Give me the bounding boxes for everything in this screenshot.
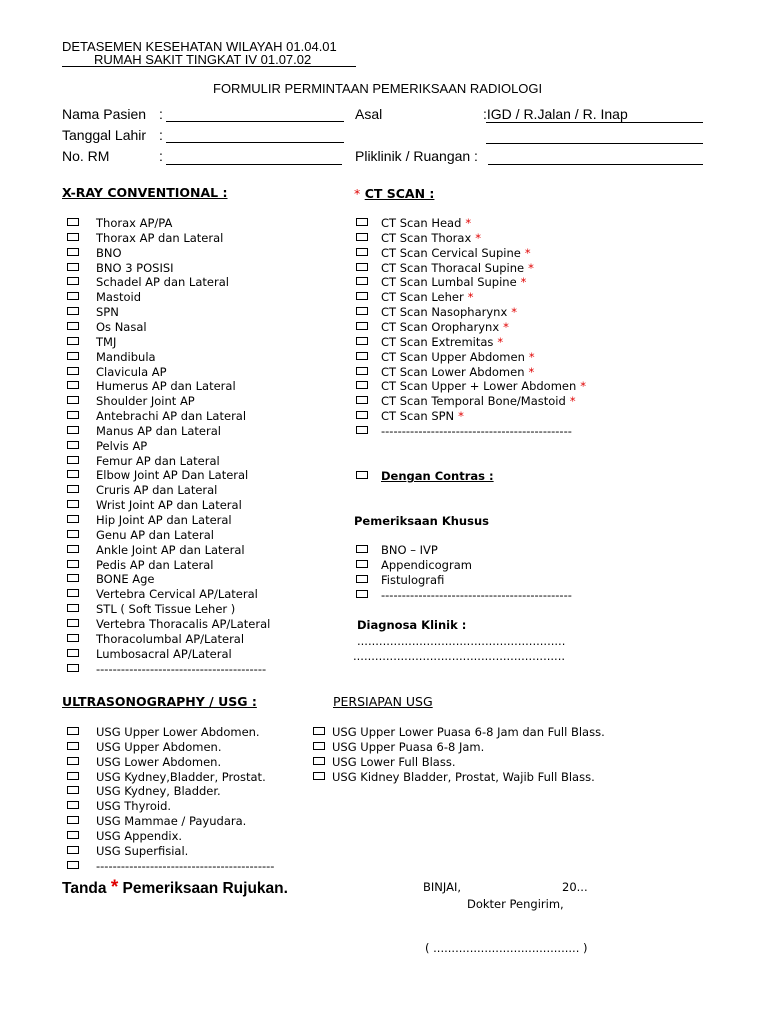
checkbox-icon[interactable] [67,727,79,735]
dokter-pengirim-label: Dokter Pengirim, [467,897,564,911]
checkbox-icon[interactable] [356,218,368,226]
ct-label: CT Scan SPN [381,409,455,424]
xray-label: Thorax AP/PA [96,216,173,230]
xray-label: Mandibula [96,349,156,364]
usg-label: USG Superfisial. [96,843,189,858]
ct-star: * [354,186,361,201]
checkbox-icon[interactable] [356,575,368,583]
xray-label: Lumbosacral AP/Lateral [96,646,232,661]
diagnosa-klinik-label: Diagnosa Klinik : [357,618,467,632]
required-star: * [569,394,576,409]
usg-label: ------------------------------------------- [96,858,275,873]
checkbox-icon[interactable] [67,485,79,493]
required-star: * [458,409,464,424]
checkbox-icon[interactable] [67,846,79,854]
xray-label: BONE Age [96,572,155,587]
checkbox-icon[interactable] [67,589,79,597]
ct-label-wrap [381,246,531,260]
checkbox-icon[interactable] [356,367,368,375]
checkbox-icon[interactable] [67,292,79,300]
checkbox-icon[interactable] [356,292,368,300]
checkbox-icon[interactable] [356,263,368,271]
checkbox-icon[interactable] [356,233,368,241]
xray-label: Humerus AP dan Lateral [96,379,236,394]
checkbox-icon[interactable] [67,500,79,508]
checkbox-icon[interactable] [67,277,79,285]
required-star: * [580,379,587,394]
usg-label: USG Lower Abdomen. [96,754,222,769]
tanggal-lahir-field[interactable] [166,142,344,143]
ct-label: CT Scan Extremitas [381,334,494,349]
checkbox-icon[interactable] [67,772,79,780]
checkbox-icon[interactable] [313,757,325,765]
xray-label: Thoracolumbal AP/Lateral [96,631,245,646]
checkbox-icon[interactable] [67,664,79,672]
ct-label: CT Scan Thoracal Supine [381,260,525,275]
checkbox-icon[interactable] [67,307,79,315]
checkbox-icon[interactable] [356,411,368,419]
ct-label-wrap [381,365,534,379]
ct-label-wrap [381,216,471,230]
xray-label: Mastoid [96,290,142,305]
xray-label: Clavicula AP [96,364,167,379]
checkbox-icon[interactable] [67,649,79,657]
xray-label: Cruris AP dan Lateral [96,483,218,498]
ct-label: CT Scan Oropharynx [381,319,500,334]
signature-line[interactable]: ( ........................................ ) [425,941,588,955]
form-title: FORMULIR PERMINTAAN PEMERIKSAAN RADIOLOGI [213,81,543,96]
persiapan-label: USG Kidney Bladder, Prostat, Wajib Full Blass. [332,769,595,784]
tanda-star: * [110,877,119,898]
xray-label: Pedis AP dan Lateral [96,557,214,572]
ct-label-wrap [381,320,509,334]
xray-label: BNO [96,245,122,260]
xray-label: Schadel AP dan Lateral [96,275,229,290]
required-star: * [520,275,527,290]
checkbox-icon[interactable] [67,861,79,869]
checkbox-icon[interactable] [356,396,368,404]
checkbox-icon[interactable] [67,381,79,389]
ct-label: CT Scan Lumbal Supine [381,275,517,290]
khusus-label: Fistulografi [381,573,445,587]
checkbox-icon[interactable] [67,560,79,568]
required-star: * [475,230,482,245]
asal-field[interactable] [486,122,703,123]
xray-label: ----------------------------------------- [96,661,267,676]
required-star: * [465,216,472,230]
xray-label: Manus AP dan Lateral [96,423,221,438]
checkbox-icon[interactable] [356,590,368,598]
xray-label: Pelvis AP [96,438,148,453]
usg-label: USG Thyroid. [96,799,172,814]
tanda-post: Pemeriksaan Rujukan. [122,880,288,897]
checkbox-icon[interactable] [67,786,79,794]
xray-label: Ankle Joint AP dan Lateral [96,542,245,557]
xray-label: Vertebra Thoracalis AP/Lateral [96,616,271,631]
checkbox-icon[interactable] [356,307,368,315]
checkbox-icon[interactable] [67,263,79,271]
khusus-label: ---------------------------------------------- [381,588,572,602]
tanggal-lahir-label: Tanggal Lahir [62,127,147,143]
checkbox-icon[interactable] [313,742,325,750]
ct-heading [354,185,434,203]
required-star: * [528,349,535,364]
xray-label: Vertebra Cervical AP/Lateral [96,587,258,602]
ct-label: CT Scan Upper + Lower Abdomen [381,379,577,394]
required-star: * [528,364,535,379]
ct-label: ---------------------------------------------- [381,423,572,438]
required-star: * [467,290,474,305]
xray-label: SPN [96,305,119,320]
usg-heading: ULTRASONOGRAPHY / USG : [62,694,257,709]
no-rm-colon: : [159,148,163,164]
ct-label-wrap [381,290,473,304]
pemeriksaan-khusus-heading: Pemeriksaan Khusus [354,514,489,528]
checkbox-icon[interactable] [67,470,79,478]
ct-label: CT Scan Upper Abdomen [381,349,525,364]
usg-label: USG Upper Abdomen. [96,739,222,754]
tanda-note [62,877,288,899]
xray-label: Femur AP dan Lateral [96,453,220,468]
no-rm-field[interactable] [166,164,342,165]
xray-label: Hip Joint AP dan Lateral [96,513,232,527]
checkbox-icon[interactable] [356,337,368,345]
asal-field-2[interactable] [486,143,703,144]
xray-label: TMJ [96,334,117,349]
usg-label: USG Appendix. [96,828,183,843]
checkbox-icon[interactable] [356,426,368,434]
ct-label-wrap [381,379,586,393]
asal-label: Asal [355,106,383,122]
checkbox-icon[interactable] [67,604,79,612]
diagnosa-line-1[interactable]: ......................................................... [357,634,566,648]
nama-pasien-field[interactable] [166,121,344,122]
checkbox-icon[interactable] [67,757,79,765]
usg-label: USG Kydney, Bladder. [96,784,221,799]
checkbox-icon[interactable] [67,248,79,256]
required-star: * [528,260,534,275]
ct-label-wrap [381,394,576,408]
ct-label: CT Scan Temporal Bone/Mastoid [381,394,566,409]
checkbox-icon[interactable] [356,381,368,389]
persiapan-usg-heading: PERSIAPAN USG [333,694,433,709]
ct-label: CT Scan Thorax [381,230,472,245]
ct-label: CT Scan Leher [381,290,464,305]
xray-label: Shoulder Joint AP [96,394,195,409]
checkbox-icon[interactable] [356,322,368,330]
ct-label-wrap [381,261,534,275]
xray-label: Antebrachi AP dan Lateral [96,409,247,424]
tanda-pre: Tanda [62,880,107,897]
dengan-contras-label: Dengan Contras : [381,469,494,483]
checkbox-icon[interactable] [67,367,79,375]
checkbox-icon[interactable] [67,337,79,345]
header-underline [62,66,356,67]
checkbox-icon[interactable] [356,545,368,553]
checkbox-icon[interactable] [356,248,368,256]
checkbox-icon[interactable] [356,277,368,285]
ct-label: CT Scan Lower Abdomen [381,364,525,379]
checkbox-icon[interactable] [67,545,79,553]
required-star: * [503,319,509,334]
xray-label: BNO 3 POSISI [96,260,174,275]
checkbox-icon[interactable] [356,560,368,568]
poliklinik-field[interactable] [488,164,703,165]
checkbox-icon[interactable] [67,426,79,434]
xray-label: Os Nasal [96,319,147,334]
tanggal-lahir-colon: : [159,127,163,143]
required-star: * [511,305,518,320]
checkbox-icon[interactable] [67,352,79,360]
required-star: * [497,334,504,349]
nama-pasien-label: Nama Pasien [62,106,147,122]
checkbox-icon[interactable] [67,634,79,642]
checkbox-icon[interactable] [67,515,79,523]
persiapan-label: USG Upper Puasa 6-8 Jam. [332,739,485,754]
usg-label: USG Mammae / Payudara. [96,814,247,829]
checkbox-icon[interactable] [67,441,79,449]
checkbox-icon[interactable] [67,530,79,538]
diagnosa-line-2[interactable]: .......................................................... [353,649,566,663]
checkbox-icon[interactable] [67,411,79,419]
ct-label: CT Scan Head [381,216,462,230]
required-star: * [524,245,531,260]
checkbox-icon[interactable] [67,801,79,809]
no-rm-label: No. RM [62,148,110,164]
checkbox-icon[interactable] [67,322,79,330]
xray-label: Thorax AP dan Lateral [96,230,224,245]
checkbox-icon[interactable] [67,396,79,404]
checkbox-icon[interactable] [67,233,79,241]
ct-label-wrap [381,231,481,245]
ct-label-wrap [381,335,503,349]
institution-line-1: DETASEMEN KESEHATAN WILAYAH 01.04.01 [62,39,337,54]
xray-heading: X-RAY CONVENTIONAL : [62,185,228,200]
ct-heading-text: CT SCAN : [364,186,435,201]
checkbox-icon[interactable] [356,471,368,479]
checkbox-icon[interactable] [313,772,325,780]
city-label: BINJAI, [423,880,461,894]
xray-label: Genu AP dan Lateral [96,527,214,542]
asal-value: :IGD / R.Jalan / R. Inap [483,106,628,122]
nama-pasien-colon: : [159,106,163,122]
xray-label: Elbow Joint AP Dan Lateral [96,468,249,483]
ct-label-wrap [381,275,526,289]
ct-label-wrap [381,305,517,319]
checkbox-icon[interactable] [67,831,79,839]
checkbox-icon[interactable] [67,816,79,824]
checkbox-icon[interactable] [313,727,325,735]
persiapan-label: USG Upper Lower Puasa 6-8 Jam dan Full Blass. [332,725,605,739]
institution-line-2: RUMAH SAKIT TINGKAT IV 01.07.02 [94,52,312,67]
ct-label-wrap [381,409,464,423]
usg-label: USG Upper Lower Abdomen. [96,725,260,739]
usg-label: USG Kydney,Bladder, Prostat. [96,769,266,784]
checkbox-icon[interactable] [67,619,79,627]
checkbox-icon[interactable] [67,456,79,464]
ct-label-wrap [381,350,535,364]
year-label: 20... [562,880,588,894]
xray-label: Wrist Joint AP dan Lateral [96,498,242,513]
checkbox-icon[interactable] [67,218,79,226]
khusus-label: Appendicogram [381,558,472,572]
xray-label: STL ( Soft Tissue Leher ) [96,602,236,617]
persiapan-label: USG Lower Full Blass. [332,754,456,769]
ct-label: CT Scan Nasopharynx [381,305,508,320]
checkbox-icon[interactable] [67,742,79,750]
poliklinik-label: Pliklinik / Ruangan : [355,148,478,164]
ct-label: CT Scan Cervical Supine [381,245,521,260]
checkbox-icon[interactable] [67,574,79,582]
checkbox-icon[interactable] [356,352,368,360]
khusus-label: BNO – IVP [381,543,438,557]
